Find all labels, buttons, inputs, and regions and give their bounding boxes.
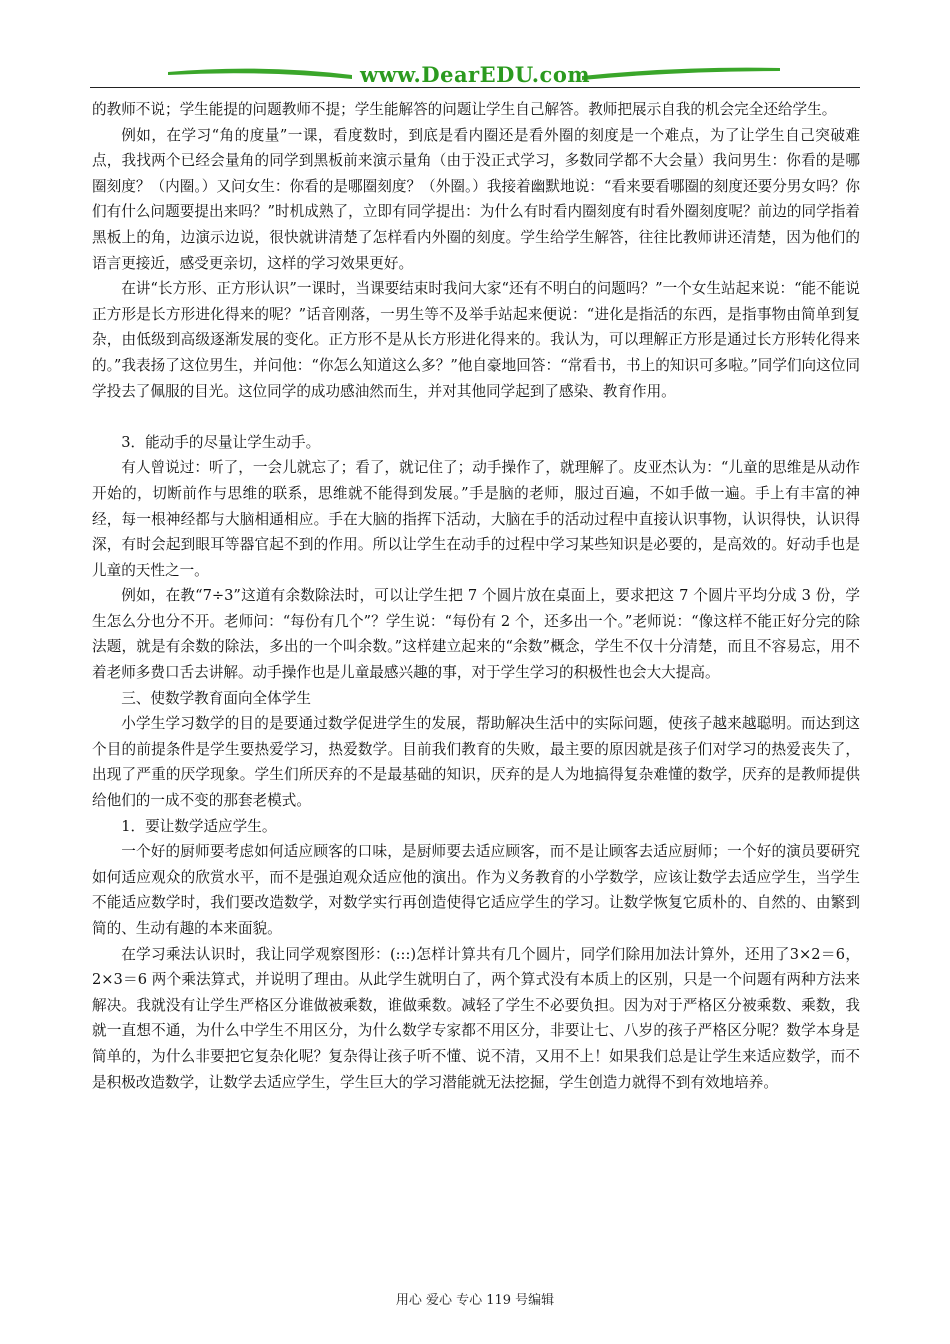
body-paragraph: 3．能动手的尽量让学生动手。 xyxy=(121,433,321,451)
body-paragraph: 例如，在教“7÷3”这道有余数除法时，可以让学生把 7 个圆片放在桌面上，要求把这 7 个圆片平均分成 3 份，学生怎么分也分不开。老师问：“每份有几个”？学生说：“每份有 2 个，还多出一个。”老师说：“像这样不能正好分完的除法题，就是有余数的除法，多出的一个叫余数。”这样建立起来的“余数”概念，学生不仅十分清楚，而且不容易忘，用不着老师多费口舌去讲解。动手操作也是儿童最感兴趣的事，对于学生学习的积极性也会大大提高。 xyxy=(92,587,860,682)
body-paragraph: 的教师不说；学生能提的问题教师不提；学生能解答的问题让学生自己解答。教师把展示自我的机会完全还给学生。 xyxy=(92,101,837,118)
body-paragraph: 例如，在学习“角的度量”一课，看度数时，到底是看内圈还是看外圈的刻度是一个难点，为了让学生自己突破难点，我找两个已经会量角的同学到黑板前来演示量角（由于没正式学习，多数同学都不大会量）我问男生：你看的是哪圈刻度？（内圈。）又问女生：你看的是哪圈刻度？（外圈。）我接着幽默地说：“看来要看哪圈的刻度还要分男女吗？你们有什么问题要提出来吗？”时机成熟了，立即有同学提出：为什么有时看内圈刻度有时看外圈刻度呢？前边的同学指着黑板上的角，边演示边说，很快就讲清楚了怎样看内外圈的刻度。学生给学生解答，往往比教师讲还清楚，因为他们的语言更接近，感受更亲切，这样的学习效果更好。 xyxy=(92,126,860,272)
site-url-logo: www.DearEDU.com xyxy=(359,62,591,87)
body-paragraph: 1．要让数学适应学生。 xyxy=(121,817,277,835)
document-body xyxy=(92,97,860,1095)
paragraph-spacer xyxy=(92,404,860,430)
body-paragraph: 小学生学习数学的目的是要通过数学促进学生的发展，帮助解决生活中的实际问题，使孩子越来越聪明。而达到这个目的前提条件是学生要热爱学习，热爱数学。目前我们教育的失败，最主要的原因就是孩子们对学习的热爱丧失了，出现了严重的厌学现象。学生们所厌弃的不是最基础的知识，厌弃的是人为地搞得复杂难懂的数学，厌弃的是教师提供给他们的一成不变的那套老模式。 xyxy=(92,715,860,810)
header-divider xyxy=(90,87,860,88)
page-footer: 用心 爱心 专心 119 号编辑 xyxy=(395,1293,555,1308)
body-paragraph: 在讲“长方形、正方形认识”一课时，当课要结束时我问大家“还有不明白的问题吗？”一个女生站起来说：“能不能说正方形是长方形进化得来的呢？”话音刚落，一男生等不及举手站起来便说：“进化是指活的东西，是指事物由简单到复杂，由低级到高级逐渐发展的变化。正方形不是从长方形进化得来的。我认为，可以理解正方形是通过长方形转化得来的。”我表扬了这位男生，并问他：“你怎么知道这么多？”他自豪地回答：“常看书，书上的知识可多啦。”同学们向这位同学投去了佩服的目光。这位同学的成功感油然而生，并对其他同学起到了感染、教育作用。 xyxy=(92,280,860,400)
body-paragraph: 有人曾说过：听了，一会儿就忘了；看了，就记住了；动手操作了，就理解了。皮亚杰认为：“儿童的思维是从动作开始的，切断前作与思维的联系，思维就不能得到发展。”手是脑的老师，服过百遍，不如手做一遍。手上有丰富的神经，每一根神经都与大脑相通相应。手在大脑的指挥下活动，大脑在手的活动过程中直接认识事物，认识得快，认识得深，有时会起到眼耳等器官起不到的作用。所以让学生在动手的过程中学习某些知识是必要的，是高效的。好动手也是儿童的天性之一。 xyxy=(92,459,860,579)
body-paragraph: 一个好的厨师要考虑如何适应顾客的口味，是厨师要去适应顾客，而不是让顾客去适应厨师；一个好的演员要研究如何适应观众的欣赏水平，而不是强迫观众适应他的演出。作为义务教育的小学数学，应该让数学去适应学生，当学生不能适应数学时，我们要改造数学，对数学实行再创造使得它适应学生的学习。让数学恢复它质朴的、自然的、由繁到简的、生动有趣的本来面貌。 xyxy=(92,843,860,937)
body-paragraph: 三、使数学教育面向全体学生 xyxy=(121,689,311,707)
body-paragraph: 在学习乘法认识时，我让同学观察图形：(:::)怎样计算共有几个圆片，同学们除用加法计算外，还用了3×2＝6，2×3＝6 两个乘法算式，并说明了理由。从此学生就明白了，两个算式没有本质上的区别，只是一个问题有两种方法来解决。我就没有让学生严格区分谁做被乘数，谁做乘数。减轻了学生不必要负担。因为对于严格区分被乘数、乘数，我就一直想不通，为什么中学生不用区分，为什么数学专家都不用区分，非要让七、八岁的孩子严格区分呢？数学本身是简单的，为什么非要把它复杂化呢？复杂得让孩子听不懂、说不清，又用不上！如果我们总是让学生来适应数学，而不是积极改造数学，让数学去适应学生，学生巨大的学习潜能就无法挖掘，学生创造力就得不到有效地培养。 xyxy=(92,945,860,1091)
